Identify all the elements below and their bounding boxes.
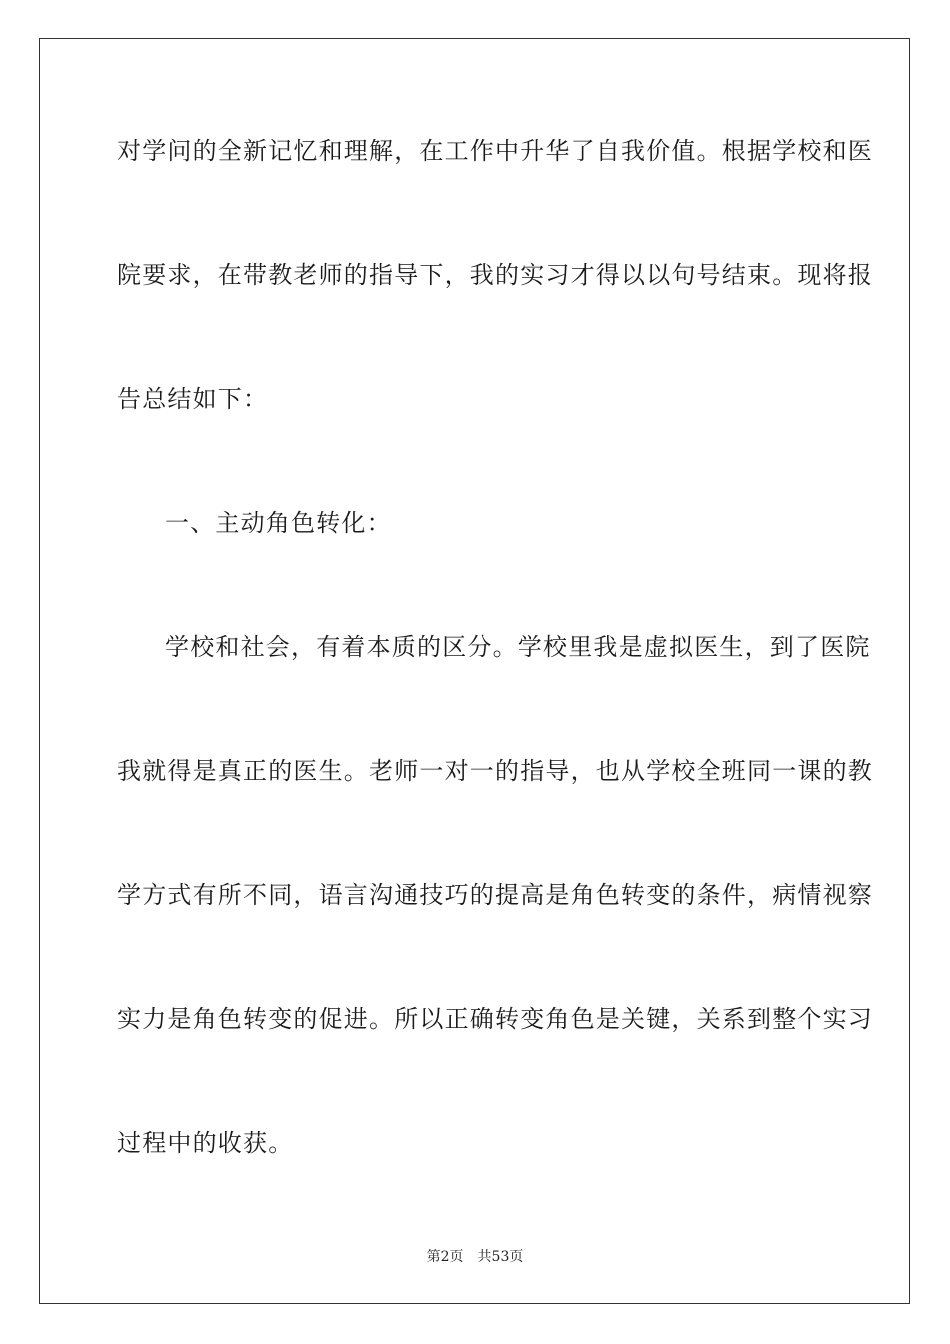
page-number: 第2页 xyxy=(426,1249,464,1265)
body-text-line: 学方式有所不同，语言沟通技巧的提高是角色转变的条件，病情视察 xyxy=(117,881,873,909)
page-total: 共53页 xyxy=(477,1249,524,1265)
body-text-line: 实力是角色转变的促进。所以正确转变角色是关键，关系到整个实习 xyxy=(117,1005,873,1033)
page-footer xyxy=(0,1248,950,1266)
page-frame xyxy=(39,38,910,1304)
body-text-line: 院要求，在带教老师的指导下，我的实习才得以以句号结束。现将报 xyxy=(117,261,873,289)
section-heading: 一、主动角色转化： xyxy=(165,509,392,537)
body-text-line: 告总结如下： xyxy=(117,385,269,413)
body-text-line: 过程中的收获。 xyxy=(117,1129,294,1157)
body-text-line: 对学问的全新记忆和理解，在工作中升华了自我价值。根据学校和医 xyxy=(117,137,873,165)
body-text-line: 我就得是真正的医生。老师一对一的指导，也从学校全班同一课的教 xyxy=(117,757,873,785)
body-text-line: 学校和社会，有着本质的区分。学校里我是虚拟医生，到了医院 xyxy=(165,633,871,661)
